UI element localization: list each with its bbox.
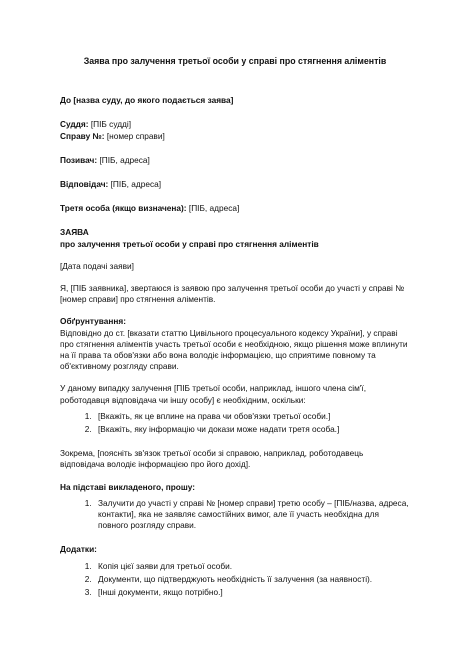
list-item: 1. [Вкажіть, як це вплине на права чи обов'язки третьої особи.] <box>94 411 410 422</box>
court-line: До [назва суду, до якого подається заява] <box>60 95 234 106</box>
case-label: Справу №: <box>60 130 105 141</box>
justification-heading: Обґрунтування: <box>60 316 126 327</box>
justification-list <box>60 411 410 435</box>
request-list <box>60 498 410 532</box>
statement-subheading: про залучення третьої особи у справі про стягнення аліментів <box>60 238 319 249</box>
judge-line <box>60 119 410 130</box>
case-line <box>60 131 410 142</box>
attachments-list <box>60 561 410 599</box>
plaintiff-line <box>60 155 410 166</box>
justification-paragraph-1: Відповідно до ст. [вказати статтю Цивільного процесуального кодексу України], у справі про стягнення аліментів участь третьої особи є необхідною, якщо рішення може вплинути на її права та обов'язки або вона володіє інформацією, що сприятиме повному та об'єктивному розгляду справи. <box>60 327 408 372</box>
plaintiff-label: Позивач: <box>60 154 98 165</box>
submission-date: [Дата подачі заяви] <box>60 260 134 271</box>
list-item: 2. [Вкажіть, яку інформацію чи докази може надати третя особа.] <box>94 424 410 435</box>
judge-value: [ПІБ судді] <box>90 119 132 130</box>
plaintiff-value: [ПІБ, адреса] <box>99 154 150 165</box>
third-party-label: Третя особа (якщо визначена): <box>60 203 187 214</box>
list-item: 1. Копія цієї заяви для третьої особи. <box>94 561 410 572</box>
intro-paragraph: Я, [ПІБ заявника], звертаюся із заявою про залучення третьої особи до участі у справі № [номер справи] про стягнення аліментів. <box>60 283 405 305</box>
defendant-line <box>60 179 410 190</box>
document-title: Заява про залучення третьої особи у справі про стягнення аліментів <box>83 56 387 66</box>
request-heading: На підставі викладеного, прошу: <box>60 481 196 492</box>
judge-label: Суддя: <box>60 119 89 130</box>
attachments-heading: Додатки: <box>60 544 97 555</box>
defendant-value: [ПІБ, адреса] <box>110 179 162 190</box>
justification-paragraph-3: Зокрема, [поясніть зв'язок третьої особи зі справою, наприклад, роботодавець відповідача володіє інформацією про його дохід]. <box>60 448 364 470</box>
list-item: 2. Документи, що підтверджують необхідність її залучення (за наявності). <box>94 574 410 585</box>
statement-heading: ЗАЯВА <box>60 227 89 238</box>
list-item: 3. [Інші документи, якщо потрібно.] <box>94 587 410 598</box>
third-party-value: [ПІБ, адреса] <box>188 203 240 214</box>
list-item: 1. Залучити до участі у справі № [номер справи] третю особу – [ПІБ/назва, адреса, контакти], яка не заявляє самостійних вимог, але її участь необхідна для повного розгляду справи. <box>94 498 410 532</box>
case-value: [номер справи] <box>106 130 165 141</box>
justification-paragraph-2: У даному випадку залучення [ПІБ третьої особи, наприклад, іншого члена сім'ї, роботодавця відповідача чи іншу особу] є необхідним, оскільки: <box>60 383 367 405</box>
defendant-label: Відповідач: <box>60 179 109 190</box>
third-party-line <box>60 203 410 214</box>
